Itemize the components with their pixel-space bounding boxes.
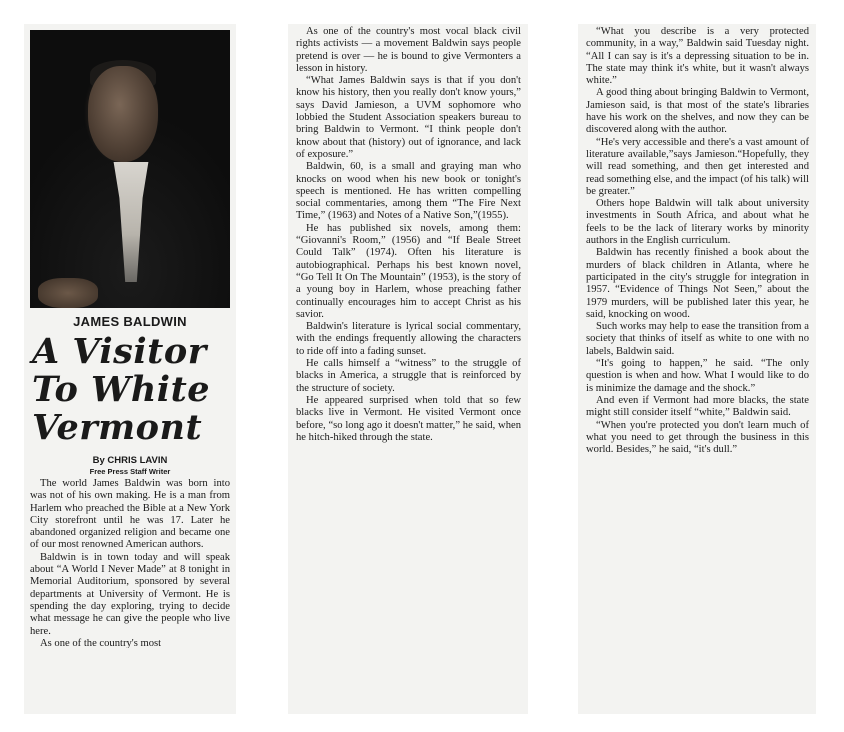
headline-line: Vermont: [32, 407, 203, 448]
paragraph: As one of the country's most vocal black civil rights activists — a movement Baldwin says people pretend is over — he is bound to give Vermonters a lesson in history.: [296, 26, 521, 74]
author-photo: [30, 30, 230, 308]
paragraph: A good thing about bringing Baldwin to Vermont, Jamieson said, is that most of the state's libraries have his work on the shelves, and now they can be discovered along with the author.: [586, 87, 809, 136]
paragraph-continued: As one of the country's most: [40, 637, 162, 648]
paragraph: Such works may help to ease the transition from a society that thinks of itself as white to one with no labels, Baldwin said.: [586, 321, 809, 357]
photo-head: [88, 66, 158, 162]
paragraph: The world James Baldwin was born into was not of his own making. He is a man from Harlem who preached the Bible at a New York City storefront until he was 17. Later he abandoned organized religion and became one of our most renowned American authors.: [30, 478, 230, 551]
article-column-1: [24, 24, 236, 714]
paragraph: “It's going to happen,” he said. “The only question is when and how. What I would like to do is minimize the damage and the shock.”: [586, 358, 809, 394]
paragraph: “What James Baldwin says is that if you don't know his history, then you really don't know yours,” says David Jamieson, a UVM sophomore who lobbied the Student Association speakers bureau to bring Baldwin to Vermont. “I think people don't know about that (history) out of ignorance, and lack of exposure.”: [296, 75, 521, 160]
paragraph: He has published six novels, among them: “Giovanni's Room,” (1956) and “If Beale Street Could Talk” (1974). Often his literature is autobiographical. Perhaps his best known novel, “Go Tell It On The Mountain” (1953), is the story of a young boy in Harlem, whose preaching father continually encourages him to accept Christ as his savior.: [296, 222, 521, 320]
paragraph: “What you describe is a very protected community, in a way,” Baldwin said Tuesday night. “All I can say is it's a depressing situation to be in. The state may think it's white, but it wasn't always white.”: [586, 26, 809, 87]
paragraph: Others hope Baldwin will talk about university investments in South Africa, and about what he feels to be the lack of literary works by minority authors in the English curriculum.: [586, 198, 809, 247]
photo-caption: JAMES BALDWIN: [73, 314, 187, 329]
paragraph: Baldwin's literature is lyrical social commentary, with the endings frequently allowing the characters to ride off into a fading sunset.: [296, 321, 521, 357]
headline-line: A Visitor: [32, 331, 207, 372]
paragraph: “He's very accessible and there's a vast amount of literature available,”says Jamieson.“Hopefully, they will read something, and then get interested and read something else, and the impact (of his talk) will be greater.”: [586, 136, 809, 197]
photo-hand: [38, 278, 98, 308]
column-3-body: [586, 26, 809, 456]
byline: By CHRIS LAVIN: [92, 455, 168, 466]
column-1-body: [30, 478, 230, 648]
headline-line: To White: [32, 369, 211, 410]
byline-role: Free Press Staff Writer: [89, 467, 171, 476]
paragraph: Baldwin has recently finished a book about the murders of black children in Atlanta, where he participated in the city's struggle for integration in 1957. “Evidence of Things Not Seen,” about the 1979 murders, will be published later this year, he said, knocking on wood.: [586, 247, 809, 320]
paragraph: Baldwin is in town today and will speak about “A World I Never Made” at 8 tonight in Memorial Auditorium, sponsored by several departments at University of Vermont. He is spending the day exploring, trying to decide what message he can give the people who live here.: [30, 551, 230, 637]
paragraph: He appeared surprised when told that so few blacks live in Vermont. He visited Vermont once before, “so long ago it doesn't matter,” he said, when he hitch-hiked through the state.: [296, 394, 521, 443]
article-column-3: [578, 24, 816, 714]
headline: [32, 333, 230, 447]
paragraph: “When you're protected you don't learn much of what you need to get through the business in this world. Besides,” he said, “it's dull.”: [586, 419, 809, 456]
paragraph: Baldwin, 60, is a small and graying man who knocks on wood when his new book or tonight's speech is mentioned. He has written compelling social commentaries, among them “The Fire Next Time,” (1963) and Notes of a Native Son,”(1955).: [296, 161, 521, 222]
paragraph: And even if Vermont had more blacks, the state might still consider itself “white,” Baldwin said.: [586, 394, 809, 419]
photo-scarf: [102, 162, 160, 282]
column-2-body: [296, 26, 521, 444]
paragraph: He calls himself a “witness” to the struggle of blacks in America, a struggle that is reinforced by the structure of society.: [296, 358, 521, 394]
article-column-2: [288, 24, 528, 714]
